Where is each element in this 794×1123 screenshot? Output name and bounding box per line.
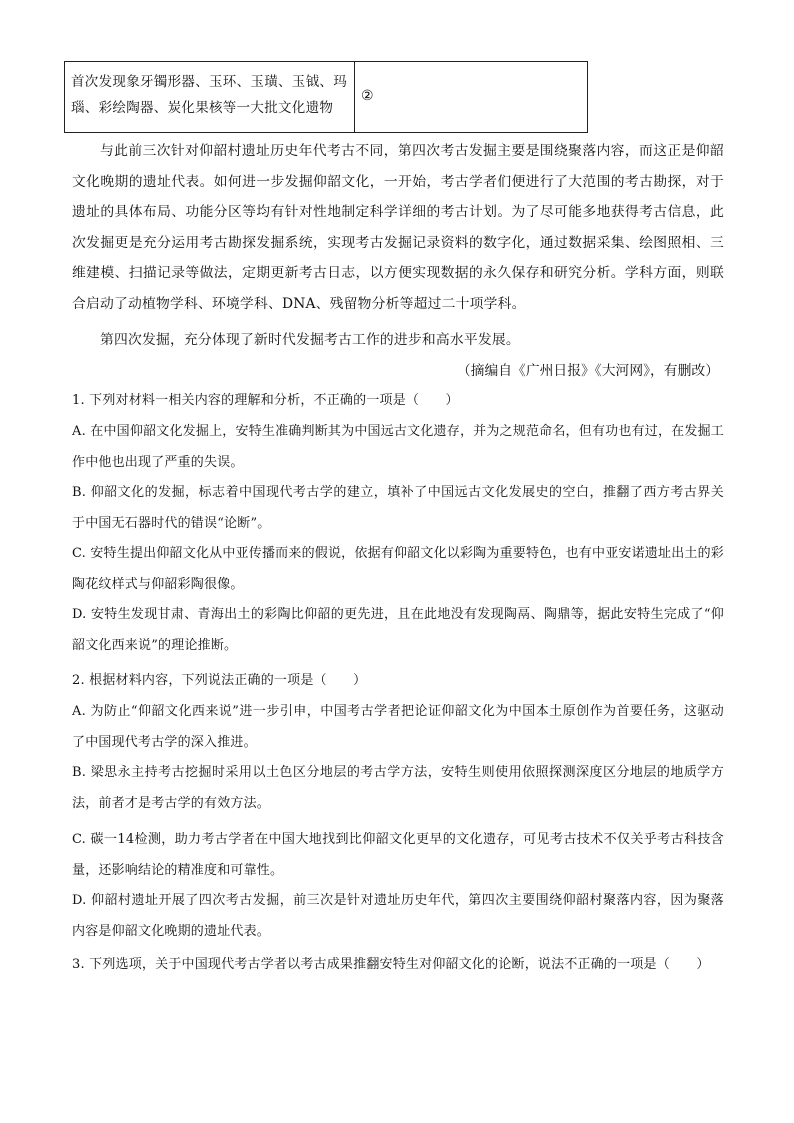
question-1-option-b: B. 仰韶文化的发掘，标志着中国现代考古学的建立，填补了中国远古文化发展史的空白，推翻了西方考古界关于中国无石器时代的错误“论断”。 xyxy=(72,485,724,531)
question-1-option-c: C. 安特生提出仰韶文化从中亚传播而来的假说，依据有仰韶文化以彩陶为重要特色，也有中亚安诺遗址出土的彩陶花纹样式与仰韶彩陶很像。 xyxy=(72,546,724,592)
question-1-stem: 1. 下列对材料一相关内容的理解和分析，不正确的一项是（ ） xyxy=(72,393,459,408)
table-cell-relics: 首次发现象牙镯形器、玉环、玉璜、玉钺、玛瑙、彩绘陶器、炭化果核等一大批文化遗物 xyxy=(65,62,355,132)
question-3-stem: 3. 下列选项，关于中国现代考古学者以考古成果推翻安特生对仰韶文化的论断，说法不正确的一项是（ ） xyxy=(72,957,710,972)
info-table xyxy=(64,61,588,133)
question-1-option-d: D. 安特生发现甘肃、青海出土的彩陶比仰韶的更先进，且在此地没有发现陶鬲、陶鼎等，据此安特生完成了“仰韶文化西来说”的理论推断。 xyxy=(72,607,724,653)
question-2-option-b: B. 梁思永主持考古挖掘时采用以土色区分地层的考古学方法，安特生则使用依照探测深度区分地层的地质学方法，前者才是考古学的有效方法。 xyxy=(72,765,724,811)
body-paragraph-2: 第四次发掘，充分体现了新时代发掘考古工作的进步和高水平发展。 xyxy=(100,332,520,348)
question-2-option-c: C. 碳一14检测，助力考古学者在中国大地找到比仰韶文化更早的文化遗存，可见考古技术不仅关乎考古科技含量，还影响结论的精准度和可靠性。 xyxy=(72,832,724,878)
question-1-option-a: A. 在中国仰韶文化发掘上，安特生准确判断其为中国远古文化遗存，并为之规范命名，但有功也有过，在发掘工作中他也出现了严重的失误。 xyxy=(72,424,724,470)
table-cell-blank: ② xyxy=(361,88,374,104)
question-2-stem: 2. 根据材料内容，下列说法正确的一项是（ ） xyxy=(72,673,367,688)
body-paragraph-1: 与此前三次针对仰韶村遗址历史年代考古不同，第四次考古发掘主要是围绕聚落内容，而这正是仰韶文化晚期的遗址代表。如何进一步发掘仰韶文化，一开始，考古学者们便进行了大范围的考古勘探，对于遗址的具体布局、功能分区等均有针对性地制定科学详细的考古计划。为了尽可能多地获得考古信息，此次发掘更是充分运用考古勘探发掘系统，实现考古发掘记录资料的数字化，通过数据采集、绘图照相、三维建模、扫描记录等做法，定期更新考古日志，以方便实现数据的永久保存和研究分析。学科方面，则联合启动了动植物学科、环境学科、DNA、残留物分析等超过二十项学科。 xyxy=(72,143,724,312)
question-2-option-d: D. 仰韶村遗址开展了四次考古发掘，前三次是针对遗址历史年代，第四次主要围绕仰韶村聚落内容，因为聚落内容是仰韶文化晚期的遗址代表。 xyxy=(72,893,724,939)
source-citation: （摘编自《广州日报》《大河网》，有删改） xyxy=(456,363,719,379)
question-2-option-a: A. 为防止“仰韶文化西来说”进一步引申，中国考古学者把论证仰韶文化为中国本土原创作为首要任务，这驱动了中国现代考古学的深入推进。 xyxy=(72,704,724,750)
